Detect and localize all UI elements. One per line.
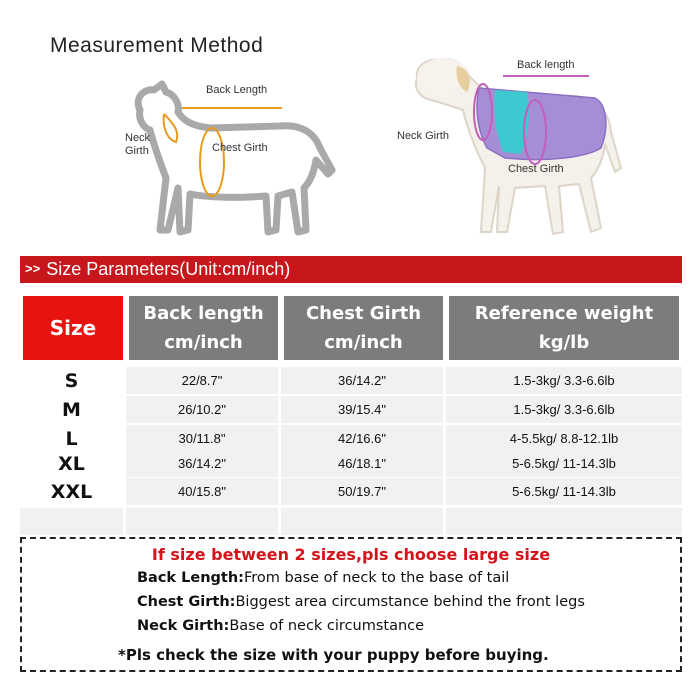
back-length-cell: 36/14.2" [126,450,281,477]
header-size-label: Size [49,315,97,340]
note-footer: *Pls check the size with your puppy before buying. [118,646,549,664]
left-back-length-label: Back Length [206,84,268,96]
back-length-cell: 26/10.2" [126,396,281,423]
banner-text: Size Parameters(Unit:cm/inch) [46,259,291,279]
table-row [20,450,682,477]
size-cell [20,508,126,535]
note-neck-girth [137,618,424,634]
left-girth-label: Girth [125,145,149,157]
header-reference-weight [446,293,682,363]
back-length-cell [126,508,281,535]
header-back-line2: cm/inch [164,332,243,353]
note-back-length-text: From base of neck to the base of tail [243,570,510,586]
header-chest-line2: cm/inch [324,332,403,353]
dog-coat-illustration [395,48,645,248]
note-neck-girth-text: Base of neck circumstance [229,618,425,634]
chest-girth-cell [281,508,446,535]
section-title: Measurement Method [50,34,264,57]
header-chest-girth [281,293,446,363]
right-back-length-label: Back length [517,59,575,71]
back-length-cell: 40/15.8" [126,478,281,505]
weight-cell: 5-6.5kg/ 11-14.3lb [446,450,682,477]
size-parameters-banner [20,256,682,283]
header-weight-line1: Reference weight [474,303,654,324]
chest-girth-cell: 42/16.6" [281,425,446,452]
note-back-length-label: Back Length: [137,570,244,586]
note-chest-girth [137,594,585,610]
note-chest-girth-label: Chest Girth: [137,594,236,610]
table-row-empty [20,508,682,535]
weight-cell: 1.5-3kg/ 3.3-6.6lb [446,367,682,394]
right-chest-girth-label: Chest Girth [508,163,564,175]
size-cell: S [20,367,126,394]
note-neck-girth-label: Neck Girth: [137,618,230,634]
table-row [20,396,682,423]
header-size [20,293,126,363]
size-warning: If size between 2 sizes,pls choose large size [151,545,551,564]
size-cell: M [20,396,126,423]
weight-cell: 4-5.5kg/ 8.8-12.1lb [446,425,682,452]
table-row [20,367,682,394]
size-cell: XXL [20,478,126,505]
chest-girth-cell: 39/15.4" [281,396,446,423]
back-length-cell: 22/8.7" [126,367,281,394]
header-back-line1: Back length [143,303,264,324]
chest-girth-cell: 50/19.7" [281,478,446,505]
left-chest-girth-label: Chest Girth [212,142,268,154]
back-length-cell: 30/11.8" [126,425,281,452]
weight-cell: 5-6.5kg/ 11-14.3lb [446,478,682,505]
chest-girth-cell: 46/18.1" [281,450,446,477]
weight-cell: 1.5-3kg/ 3.3-6.6lb [446,396,682,423]
weight-cell [446,508,682,535]
header-back-length [126,293,281,363]
table-row [20,478,682,505]
header-chest-line1: Chest Girth [305,303,422,324]
table-row [20,425,682,452]
dog-silhouette [138,84,332,232]
note-chest-girth-text: Biggest area circumstance behind the front legs [235,594,585,610]
chest-girth-cell: 36/14.2" [281,367,446,394]
size-cell: XL [20,450,126,477]
right-neck-girth-label: Neck Girth [397,130,449,142]
note-back-length [137,570,509,586]
chevron-right-icon: >> [25,261,41,276]
header-weight-line2: kg/lb [538,332,590,353]
dog-outline-illustration [110,70,340,255]
size-cell: L [20,425,126,452]
left-neck-label: Neck [125,132,151,144]
size-notes-box [20,537,682,672]
